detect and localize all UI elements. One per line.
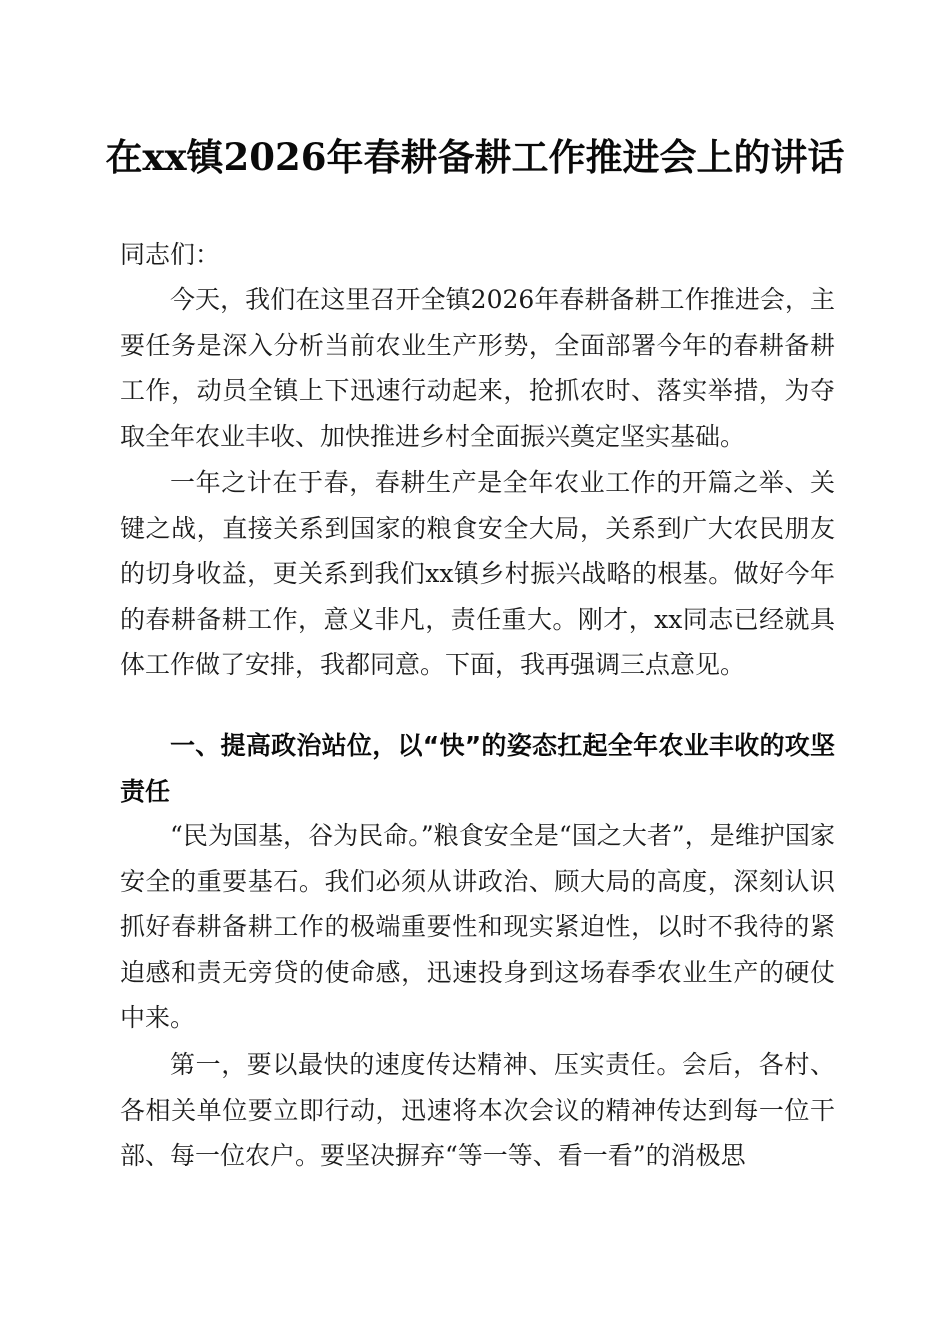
paragraph-opening: 今天，我们在这里召开全镇2026年春耕备耕工作推进会，主要任务是深入分析当前农业生产形势，全面部署今年的春耕备耕工作，动员全镇上下迅速行动起来，抢抓农时、落实举措，为夺取全年农业丰收、加快推进乡村全面振兴奠定坚实基础。 — [120, 285, 835, 451]
paragraph-significance: 一年之计在于春，春耕生产是全年农业工作的开篇之举、关键之战，直接关系到国家的粮食安全大局，关系到广大农民朋友的切身收益，更关系到我们xx镇乡村振兴战略的根基。做好今年的春耕备耕工作，意义非凡，责任重大。刚才，xx同志已经就具体工作做了安排，我都同意。下面，我再强调三点意见。 — [120, 468, 835, 680]
point1-body: 会后，各村、各相关单位要立即行动，迅速将本次会议的精神传达到每一位干部、每一位农户。要坚决摒弃“等一等、看一看”的消极思 — [120, 1050, 835, 1171]
paragraph-point1 — [120, 1042, 835, 1179]
document-title: 在xx镇2026年春耕备耕工作推进会上的讲话 — [105, 135, 845, 179]
salutation: 同志们： — [120, 240, 221, 269]
point1-lead: 第一，要以最快的速度传达精神、压实责任。 — [170, 1050, 682, 1079]
paragraph-section1-intro: “民为国基，谷为民命。”粮食安全是“国之大者”，是维护国家安全的重要基石。我们必须从讲政治、顾大局的高度，深刻认识抓好春耕备耕工作的极端重要性和现实紧迫性，以时不我待的紧迫感和责无旁贷的使命感，迅速投身到这场春季农业生产的硬仗中来。 — [120, 821, 835, 1033]
section-heading-1: 一、提高政治站位，以“快”的姿态扛起全年农业丰收的攻坚责任 — [120, 731, 835, 806]
